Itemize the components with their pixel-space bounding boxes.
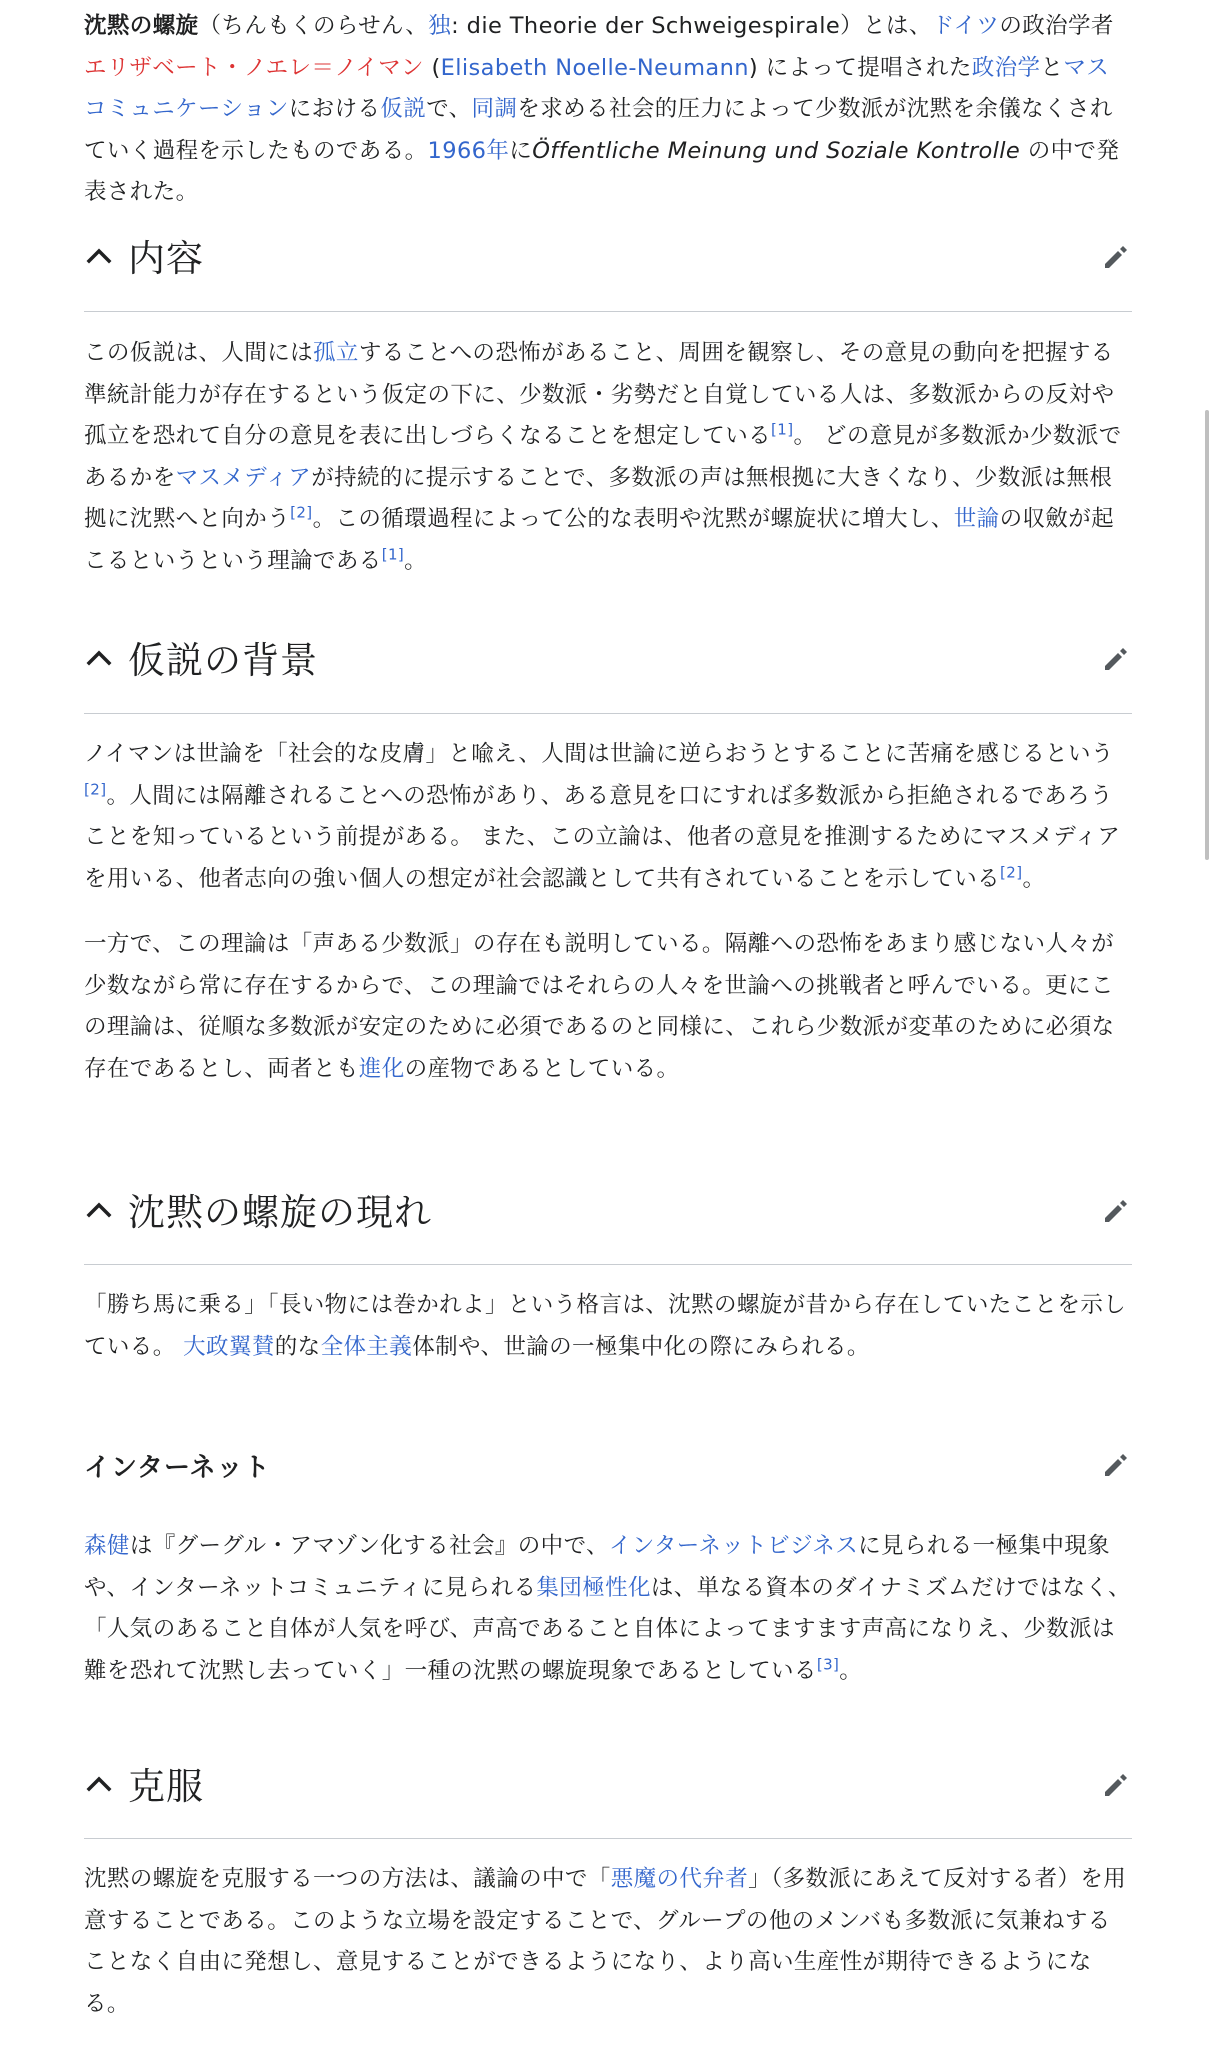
pencil-icon[interactable] bbox=[1100, 1769, 1132, 1801]
chevron-up-icon[interactable] bbox=[84, 1194, 114, 1224]
intro-text: ( bbox=[423, 54, 441, 81]
section-body-haikei bbox=[84, 734, 1132, 1090]
citation-ref[interactable]: [1] bbox=[771, 420, 794, 439]
link-conformity[interactable]: 同調 bbox=[471, 96, 518, 122]
paragraph bbox=[84, 734, 1132, 900]
intro-section bbox=[84, 6, 1132, 214]
link-internet-business[interactable]: インターネットビジネス bbox=[608, 1533, 859, 1559]
section-heading-kokufuku[interactable] bbox=[84, 1751, 1132, 1815]
section-divider bbox=[84, 713, 1132, 714]
link-germany[interactable]: ドイツ bbox=[931, 13, 1000, 39]
section-heading-haikei[interactable] bbox=[84, 625, 1132, 689]
section-divider bbox=[84, 1838, 1132, 1839]
redlink-noelle-neumann[interactable]: エリザベート・ノエレ＝ノイマン bbox=[84, 54, 424, 81]
section-body-naiyo bbox=[84, 333, 1132, 582]
link-mori-ken[interactable]: 森健 bbox=[84, 1533, 130, 1559]
link-noelle-neumann-en[interactable]: Elisabeth Noelle-Neumann bbox=[440, 54, 749, 81]
paragraph-text: 。この循環過程によって公的な表明や沈黙が螺旋状に増大し、 bbox=[312, 506, 954, 532]
chevron-up-icon[interactable] bbox=[84, 642, 114, 672]
paragraph-text: 。人間には隔離されることへの恐怖があり、ある意見を口にすれば多数派から拒絶されるであろうことを知っているという前提がある。 また、この立論は、他者の意見を推測するためにマスメディアを用いる、他者志向の強い個人の想定が社会認識として共有されていることを示している bbox=[84, 782, 1121, 892]
paragraph-text: 「勝ち馬に乗る」「長い物には巻かれよ」という格言は、沈黙の螺旋が昔から存在していたことを示している。 bbox=[84, 1292, 1127, 1360]
pencil-icon[interactable] bbox=[1100, 1195, 1132, 1227]
paragraph-text: は、単なる資本のダイナミズムだけではなく、「人気のあること自体が人気を呼び、声高であること自体によってますます声高になりえ、少数派は難を恐れて沈黙し去っていく」一種の沈黙の螺旋現象であるとしている bbox=[84, 1574, 1131, 1684]
paragraph-text: 沈黙の螺旋を克服する一つの方法は、議論の中で「 bbox=[84, 1866, 611, 1892]
link-public-opinion[interactable]: 世論 bbox=[953, 506, 1000, 532]
paragraph-text: 体制や、世論の一極集中化の際にみられる。 bbox=[412, 1333, 870, 1360]
chevron-up-icon[interactable] bbox=[84, 240, 114, 270]
pencil-icon[interactable] bbox=[1100, 643, 1132, 675]
section-heading-naiyo[interactable] bbox=[84, 223, 1132, 287]
scrollbar[interactable] bbox=[1205, 410, 1209, 860]
paragraph-text: に見られる一極集中現象や、インターネットコミュニティに見られる bbox=[84, 1533, 1111, 1601]
section-divider bbox=[84, 1264, 1132, 1265]
pencil-icon[interactable] bbox=[1100, 241, 1132, 273]
section-heading-araware[interactable] bbox=[84, 1177, 1132, 1241]
link-totalitarianism[interactable]: 全体主義 bbox=[320, 1333, 413, 1360]
intro-text: で、 bbox=[426, 96, 472, 122]
intro-text: ) によって提唱された bbox=[748, 54, 972, 81]
paragraph-text: 。 bbox=[404, 547, 428, 574]
section-divider bbox=[84, 311, 1132, 312]
link-evolution[interactable]: 進化 bbox=[358, 1055, 405, 1082]
section-body-kokufuku bbox=[84, 1859, 1132, 2025]
link-1966[interactable]: 1966年 bbox=[427, 137, 510, 164]
paragraph-text: 的な bbox=[274, 1333, 321, 1360]
section-body-internet bbox=[84, 1526, 1132, 1692]
paragraph-text: 一方で、この理論は「声ある少数派」の存在も説明している。隔離への恐怖をあまり感じない人々が少数ながら常に存在するからで、この理論ではそれらの人々を世論への挑戦者と呼んでいる。更にこの理論は、従順な多数派が安定のために必須であるのと同様に、これら少数派が変革のために必須な存在であるとし、両者とも bbox=[84, 931, 1115, 1082]
paragraph-text: の収斂が起こるというという理論である bbox=[84, 506, 1115, 574]
paragraph-text: 。 どの意見が多数派か少数派であるかを bbox=[84, 423, 1122, 491]
link-doku[interactable]: 独 bbox=[428, 13, 452, 39]
paragraph-text: の産物であるとしている。 bbox=[404, 1055, 680, 1082]
paragraph-text: することへの恐怖があること、周囲を観察し、その意見の動向を把握する準統計能力が存在するという仮定の下に、少数派・劣勢だと自覚している人は、多数派からの反対や孤立を恐れて自分の意見を表に出しづらくなることを想定している bbox=[84, 340, 1115, 449]
paragraph bbox=[84, 924, 1132, 1090]
link-hypothesis[interactable]: 仮説 bbox=[380, 96, 427, 122]
link-isolation[interactable]: 孤立 bbox=[313, 340, 359, 366]
paragraph bbox=[84, 1285, 1132, 1368]
subsection-title: インターネット bbox=[84, 1452, 271, 1483]
section-title: 沈黙の螺旋の現れ bbox=[128, 1191, 432, 1234]
link-mass-media[interactable]: マスメディア bbox=[175, 464, 312, 491]
article-term: 沈黙の螺旋 bbox=[84, 13, 199, 39]
chevron-up-icon[interactable] bbox=[84, 1768, 114, 1798]
intro-text: を求める社会的圧力によって少数派が沈黙を余儀なくされていく過程を示したものである。 bbox=[84, 96, 1113, 164]
link-mass-communication[interactable]: マスコミュニケーション bbox=[84, 54, 1110, 122]
citation-ref[interactable]: [2] bbox=[1000, 863, 1023, 881]
intro-paragraph bbox=[84, 6, 1132, 214]
paragraph-text: ノイマンは世論を「社会的な皮膚」と喩え、人間は世論に逆らおうとすることに苦痛を感じるという bbox=[84, 741, 1114, 767]
link-devils-advocate[interactable]: 悪魔の代弁者 bbox=[610, 1866, 749, 1892]
section-title: 克服 bbox=[128, 1765, 204, 1808]
paragraph-text: が持続的に提示することで、多数派の声は無根拠に大きくなり、少数派は無根拠に沈黙へと向かう bbox=[84, 464, 1113, 532]
link-taisei-yokusan[interactable]: 大政翼賛 bbox=[183, 1333, 275, 1360]
paragraph-text: は『グーグル・アマゾン化する社会』の中で、 bbox=[129, 1533, 609, 1559]
section-title: 内容 bbox=[128, 237, 204, 280]
citation-ref[interactable]: [2] bbox=[84, 780, 107, 798]
paragraph bbox=[84, 333, 1132, 582]
intro-text: に bbox=[509, 137, 533, 164]
paragraph bbox=[84, 1859, 1132, 2025]
citation-ref[interactable]: [1] bbox=[381, 545, 405, 563]
pencil-icon[interactable] bbox=[1100, 1449, 1132, 1481]
intro-text: : die Theorie der Schweigespirale）とは、 bbox=[451, 13, 932, 39]
intro-text: （ちんもくのらせん、 bbox=[198, 13, 429, 39]
citation-ref[interactable]: [2] bbox=[290, 503, 313, 522]
paragraph-text: 。 bbox=[839, 1657, 863, 1684]
intro-text: における bbox=[288, 96, 381, 122]
intro-text: の政治学者 bbox=[999, 13, 1114, 39]
section-body-araware bbox=[84, 1285, 1132, 1368]
link-group-polarization[interactable]: 集団極性化 bbox=[536, 1574, 651, 1601]
citation-ref[interactable]: [3] bbox=[816, 1655, 840, 1673]
intro-text: と bbox=[1040, 54, 1064, 81]
subsection-heading-internet bbox=[84, 1443, 1132, 1487]
paragraph-text: この仮説は、人間には bbox=[84, 340, 314, 366]
link-political-science[interactable]: 政治学 bbox=[971, 54, 1041, 81]
intro-text: の中で発表された。 bbox=[84, 137, 1120, 205]
paragraph-text: 」（多数派にあえて反対する者）を用意することである。このような立場を設定することで、グループの他のメンバも多数派に気兼ねすることなく自由に発想し、意見することができるようになり、より高い生産性が期待できるようになる。 bbox=[84, 1866, 1127, 2017]
paragraph bbox=[84, 1526, 1132, 1692]
book-title: Öffentliche Meinung und Soziale Kontrolle bbox=[532, 137, 1021, 164]
section-title: 仮説の背景 bbox=[128, 639, 318, 682]
paragraph-text: 。 bbox=[1022, 865, 1046, 892]
